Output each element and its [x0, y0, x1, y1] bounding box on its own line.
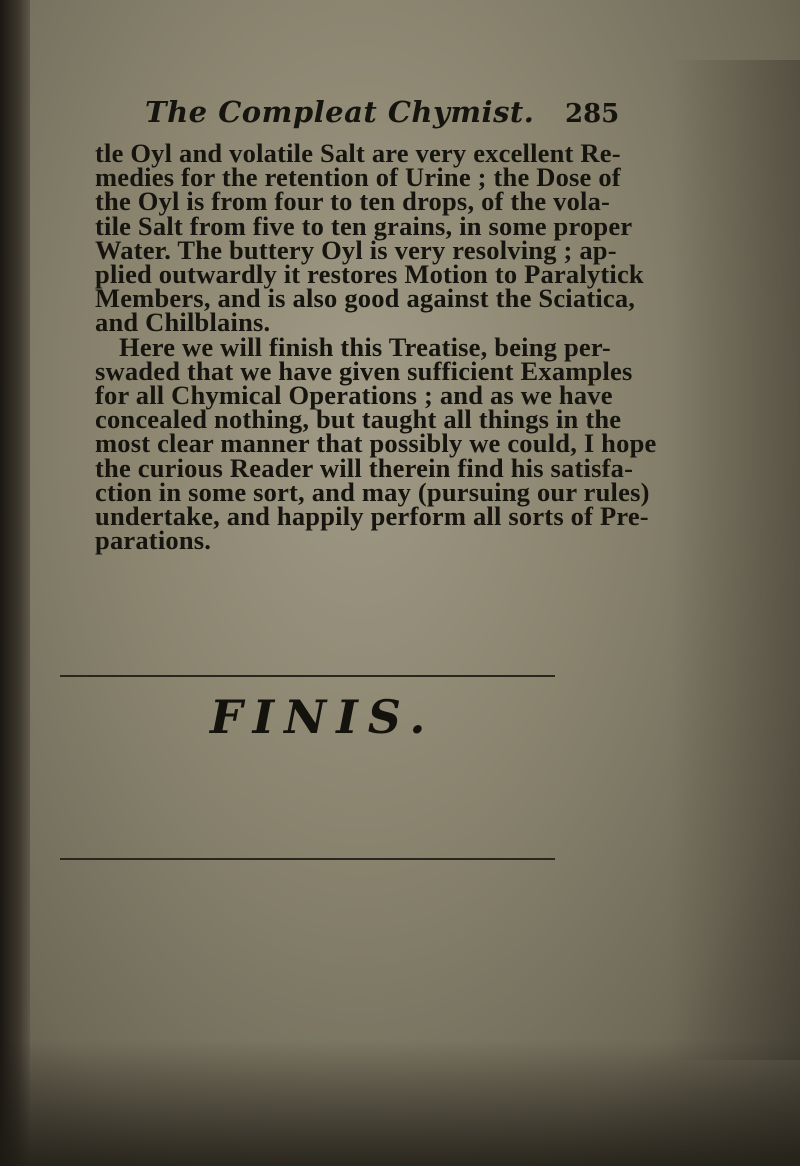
text-line: and Chilblains.: [95, 307, 271, 338]
ornamental-rule-bottom: [60, 858, 555, 860]
text-line: ction in some sort, and may (pursuing our rules): [95, 476, 650, 507]
finis-heading: FINIS.: [210, 690, 436, 744]
text-line: Water. The buttery Oyl is very resolving ; ap-: [95, 234, 617, 265]
text-line: Members, and is also good against the Sciatica,: [95, 283, 636, 314]
text-line: plied outwardly it restores Motion to Paralytick: [95, 259, 644, 290]
book-page: [95, 95, 657, 556]
bottom-shadow: [0, 1040, 800, 1166]
running-head: [95, 95, 630, 141]
text-line: for all Chymical Operations ; and as we have: [95, 380, 613, 411]
text-line: concealed nothing, but taught all things in the: [95, 404, 622, 435]
text-line: the Oyl is from four to ten drops, of the vola-: [95, 186, 611, 217]
text-line: tile Salt from five to ten grains, in some proper: [95, 210, 633, 241]
ornamental-rule-top: [60, 675, 555, 677]
text-line: medies for the retention of Urine ; the Dose of: [95, 162, 621, 193]
text-line: the curious Reader will therein find his satisfa-: [95, 452, 634, 483]
text-line-paragraph-start: Here we will finish this Treatise, being per-: [119, 331, 611, 362]
text-line: swaded that we have given sufficient Examples: [95, 355, 633, 386]
text-line: undertake, and happily perform all sorts of Pre-: [95, 501, 649, 532]
body-text: [95, 138, 657, 556]
text-line: tle Oyl and volatile Salt are very excellent Re-: [95, 138, 621, 168]
page-fold-shadow: [670, 60, 800, 1060]
text-line: parations.: [95, 525, 212, 556]
book-spine-edge: [0, 0, 30, 1166]
page-number: 285: [565, 99, 620, 129]
text-line: most clear manner that possibly we could, I hope: [95, 428, 657, 459]
running-title: The Compleat Chymist.: [145, 95, 535, 129]
